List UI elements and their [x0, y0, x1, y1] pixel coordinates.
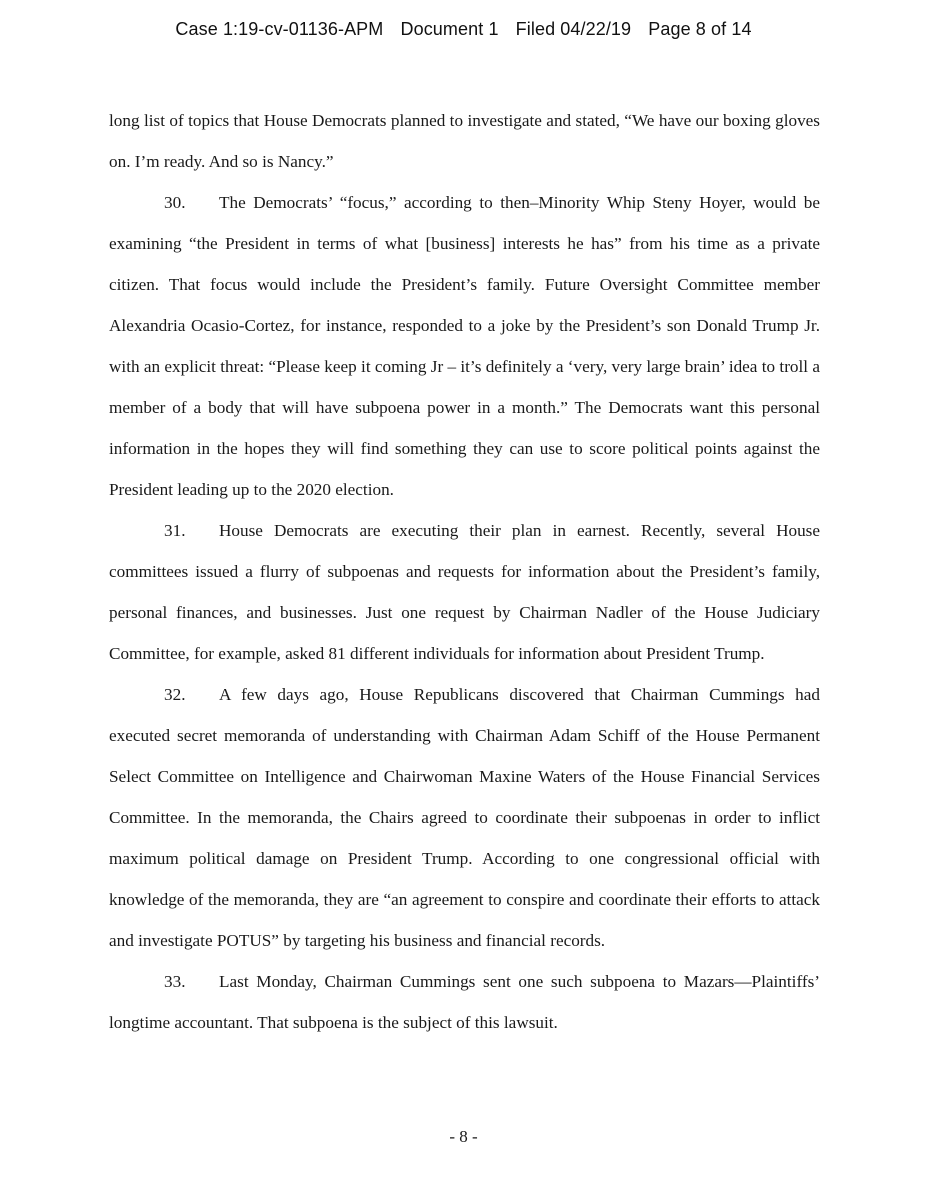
paragraph-text: A few days ago, House Republicans discovered that Chairman Cummings had executed secret memoranda of understanding with Chairman Adam Schiff of the House Permanent Select Committee on Intelligence and Chairwoman Maxine Waters of the House Financial Services Committee. In the memoranda, the Chairs agreed to coordinate their subpoenas in order to inflict maximum political damage on President Trump. According to one congressional official with knowledge of the memoranda, they are “an agreement to conspire and coordinate their efforts to attack and investigate POTUS” by targeting his business and financial records.: [109, 685, 820, 950]
paragraph-31: [109, 510, 820, 674]
case-number: Case 1:19-cv-01136-APM: [175, 19, 384, 39]
paragraph-continuation: [109, 100, 820, 182]
page-footer: [0, 1127, 927, 1147]
page-indicator: Page 8 of 14: [648, 19, 752, 39]
paragraph-number: 32.: [164, 685, 186, 704]
case-header: [0, 19, 927, 40]
paragraph-text: House Democrats are executing their plan in earnest. Recently, several House committees issued a flurry of subpoenas and requests for information about the President’s family, personal finances, and businesses. Just one request by Chairman Nadler of the House Judiciary Committee, for example, asked 81 different individuals for information about President Trump.: [109, 521, 820, 663]
document-number: Document 1: [400, 19, 499, 39]
paragraph-text: Last Monday, Chairman Cummings sent one such subpoena to Mazars—Plaintiffs’ longtime accountant. That subpoena is the subject of this lawsuit.: [109, 972, 820, 1032]
paragraph-32: [109, 674, 820, 961]
paragraph-number: 33.: [164, 972, 186, 991]
footer-page-number: - 8 -: [449, 1127, 478, 1146]
paragraph-30: [109, 182, 820, 510]
paragraph-number: 30.: [164, 193, 186, 212]
paragraph-text: The Democrats’ “focus,” according to then–Minority Whip Steny Hoyer, would be examining “the President in terms of what [business] interests he has” from his time as a private citizen. That focus would include the President’s family. Future Oversight Committee member Alexandria Ocasio-Cortez, for instance, responded to a joke by the President’s son Donald Trump Jr. with an explicit threat: “Please keep it coming Jr – it’s definitely a ‘very, very large brain’ idea to troll a member of a body that will have subpoena power in a month.” The Democrats want this personal information in the hopes they will find something they can use to score political points against the President leading up to the 2020 election.: [109, 193, 820, 499]
paragraph-33: [109, 961, 820, 1043]
paragraph-text: long list of topics that House Democrats planned to investigate and stated, “We have our boxing gloves on. I’m ready. And so is Nancy.”: [109, 111, 820, 171]
paragraph-number: 31.: [164, 521, 186, 540]
filed-date: Filed 04/22/19: [515, 19, 632, 39]
document-body: [109, 100, 820, 1043]
